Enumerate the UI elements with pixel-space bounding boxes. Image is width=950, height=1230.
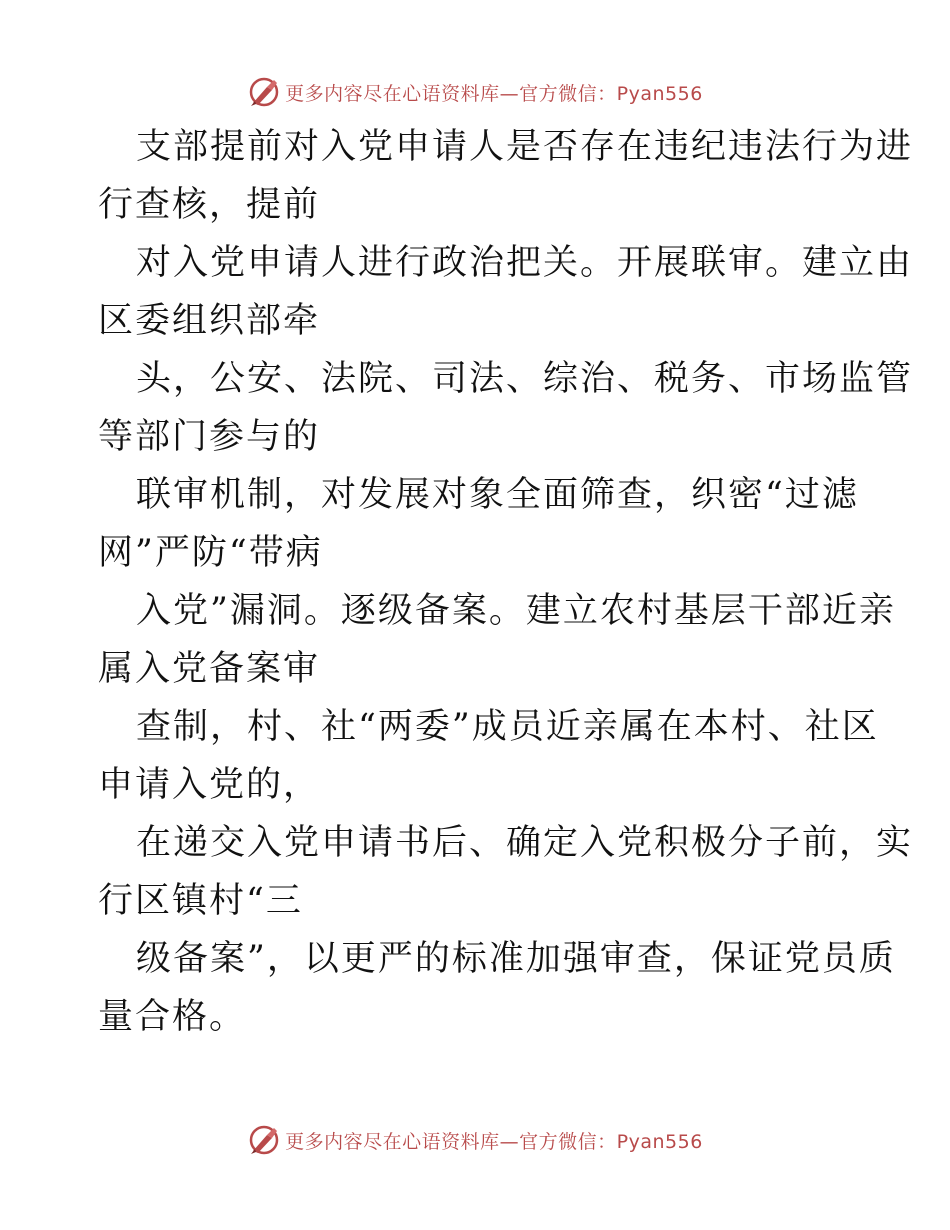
text-line: 支部提前对入党申请人是否存在违纪违法行为进 xyxy=(136,127,914,167)
header-banner xyxy=(0,72,950,112)
document-body xyxy=(98,118,914,1046)
text-line: 等部门参与的 xyxy=(98,417,321,457)
text-line: 对入党申请人进行政治把关。开展联审。建立由 xyxy=(136,243,914,283)
pen-logo-icon xyxy=(247,75,281,109)
text-line: 网”严防“带病 xyxy=(98,533,323,573)
text-line: 属入党备案审 xyxy=(98,649,321,689)
text-line: 头，公安、法院、司法、综治、税务、市场监管 xyxy=(136,359,914,399)
text-line: 联审机制，对发展对象全面筛查，织密“过滤 xyxy=(136,475,859,515)
banner-text: 更多内容尽在心语资料库—官方微信：Pyan556 xyxy=(285,1130,703,1153)
text-line: 区委组织部牵 xyxy=(98,301,321,341)
text-line: 量合格。 xyxy=(98,997,247,1037)
banner-text: 更多内容尽在心语资料库—官方微信：Pyan556 xyxy=(285,82,703,105)
text-line: 级备案”，以更严的标准加强审查，保证党员质 xyxy=(136,939,896,979)
text-line: 查制，村、社“两委”成员近亲属在本村、社区 xyxy=(136,707,879,747)
text-line: 在递交入党申请书后、确定入党积极分子前，实 xyxy=(136,823,914,863)
text-line: 申请入党的， xyxy=(98,765,321,805)
pen-logo-icon xyxy=(247,1123,281,1157)
footer-banner xyxy=(0,1120,950,1160)
text-line: 行区镇村“三 xyxy=(98,881,303,921)
text-line: 入党”漏洞。逐级备案。建立农村基层干部近亲 xyxy=(136,591,896,631)
text-line: 行查核，提前 xyxy=(98,185,321,225)
